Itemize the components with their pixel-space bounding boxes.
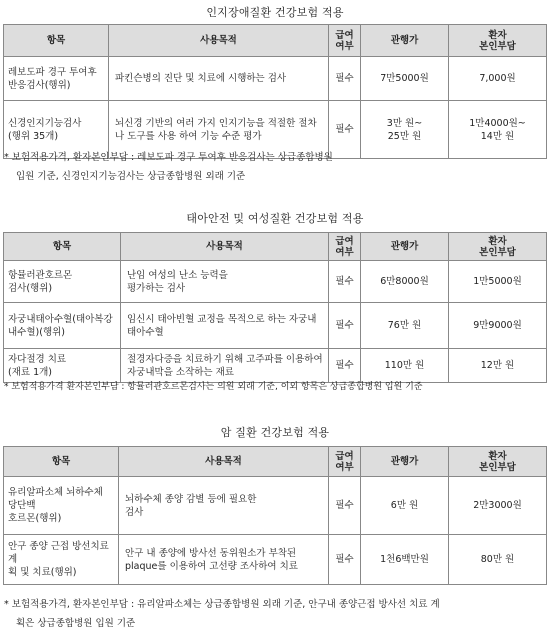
cell-price: 7만5000원 bbox=[361, 57, 449, 101]
table-cancer bbox=[3, 446, 547, 585]
cell-item: 항뮬러관호르몬 검사(행위) bbox=[4, 261, 121, 303]
table-header-row bbox=[4, 447, 547, 477]
table-row bbox=[4, 477, 547, 535]
section-title: 태아안전 및 여성질환 건강보험 적용 bbox=[186, 212, 364, 225]
header-item: 항목 bbox=[4, 25, 109, 57]
cell-price: 6만 원 bbox=[361, 477, 449, 535]
table-header-row bbox=[4, 25, 547, 57]
cell-purpose: 난임 여성의 난소 능력을 평가하는 검사 bbox=[121, 261, 329, 303]
cell-coverage: 필수 bbox=[329, 349, 361, 383]
table-header-row bbox=[4, 233, 547, 261]
note-line: * 보험적용가격, 환자본인부담 : 레보도파 경구 투여후 반응검사는 상급종합병원 bbox=[4, 152, 333, 163]
header-purpose: 사용목적 bbox=[121, 233, 329, 261]
cell-coverage: 필수 bbox=[329, 261, 361, 303]
note-line: 입원 기준, 신경인지기능검사는 상급종합병원 외래 기준 bbox=[16, 171, 246, 182]
header-coverage: 급여 여부 bbox=[329, 447, 361, 477]
header-coverage: 급여 여부 bbox=[329, 25, 361, 57]
cell-coverage: 필수 bbox=[329, 535, 361, 585]
cell-purpose: 안구 내 종양에 방사선 동위원소가 부착된 plaque를 이용하여 고선량 조사하여 치료 bbox=[119, 535, 329, 585]
header-purpose: 사용목적 bbox=[119, 447, 329, 477]
cell-copay: 1만4000원~ 14만 원 bbox=[449, 101, 547, 159]
cell-price: 1천6백만원 bbox=[361, 535, 449, 585]
note-line: * 보험적용가격 환자본인부담 : 항뮬러관호르몬검사는 의원 외래 기준, 이외 항목은 상급종합병원 입원 기준 bbox=[4, 382, 423, 392]
cell-price: 3만 원~ 25만 원 bbox=[361, 101, 449, 159]
cell-purpose: 뇌신경 기반의 여러 가지 인지기능을 적절한 절차나 도구를 사용 하여 기능 수준 평가 bbox=[109, 101, 329, 159]
cell-coverage: 필수 bbox=[329, 101, 361, 159]
header-copay: 환자 본인부담 bbox=[449, 447, 547, 477]
cell-purpose: 뇌하수체 종양 감별 등에 필요한 검사 bbox=[119, 477, 329, 535]
cell-price: 110만 원 bbox=[361, 349, 449, 383]
cell-copay: 80만 원 bbox=[449, 535, 547, 585]
cell-copay: 7,000원 bbox=[449, 57, 547, 101]
cell-purpose: 절경자다증을 치료하기 위해 고주파를 이용하여 자궁내막을 소작하는 재료 bbox=[121, 349, 329, 383]
header-price: 관행가 bbox=[361, 233, 449, 261]
cell-item: 안구 종양 근접 방선치료계 획 및 치료(행위) bbox=[4, 535, 119, 585]
header-price: 관행가 bbox=[361, 447, 449, 477]
section-note bbox=[4, 378, 423, 397]
cell-copay: 2만3000원 bbox=[449, 477, 547, 535]
table-row bbox=[4, 57, 547, 101]
cell-purpose: 파킨슨병의 진단 및 치료에 시행하는 검사 bbox=[109, 57, 329, 101]
header-copay: 환자 본인부담 bbox=[449, 25, 547, 57]
header-purpose: 사용목적 bbox=[109, 25, 329, 57]
cell-coverage: 필수 bbox=[329, 57, 361, 101]
section-title: 암 질환 건강보험 적용 bbox=[220, 426, 330, 439]
header-copay: 환자 본인부담 bbox=[449, 233, 547, 261]
section-title: 인지장애질환 건강보험 적용 bbox=[206, 6, 344, 19]
cell-item: 자궁내태아수혈(태아복강 내수혈)(행위) bbox=[4, 303, 121, 349]
table-cognitive bbox=[3, 24, 547, 159]
cell-copay: 1만5000원 bbox=[449, 261, 547, 303]
cell-item: 신경인지기능검사 (행위 35개) bbox=[4, 101, 109, 159]
note-line: * 보험적용가격, 환자본인부담 : 유리알파소체는 상급종합병원 외래 기준, 안구내 종양근접 방사선 치료 계 bbox=[4, 599, 440, 610]
table-row bbox=[4, 303, 547, 349]
cell-item: 레보도파 경구 투여후 반응검사(행위) bbox=[4, 57, 109, 101]
cell-price: 76만 원 bbox=[361, 303, 449, 349]
header-price: 관행가 bbox=[361, 25, 449, 57]
cell-price: 6만8000원 bbox=[361, 261, 449, 303]
cell-copay: 9만9000원 bbox=[449, 303, 547, 349]
cell-coverage: 필수 bbox=[329, 303, 361, 349]
cell-copay: 12만 원 bbox=[449, 349, 547, 383]
header-item: 항목 bbox=[4, 447, 119, 477]
table-row bbox=[4, 261, 547, 303]
cell-item: 유리알파소체 뇌하수체 당단백 호르몬(행위) bbox=[4, 477, 119, 535]
table-row bbox=[4, 535, 547, 585]
cell-coverage: 필수 bbox=[329, 477, 361, 535]
cell-item: 자다절경 치료 (재료 1개) bbox=[4, 349, 121, 383]
header-item: 항목 bbox=[4, 233, 121, 261]
table-women bbox=[3, 232, 547, 383]
cell-purpose: 임신시 태아빈혈 교정을 목적으로 하는 자궁내 태아수혈 bbox=[121, 303, 329, 349]
header-coverage: 급여 여부 bbox=[329, 233, 361, 261]
section-note bbox=[4, 595, 440, 633]
section-note bbox=[4, 148, 333, 186]
note-line: 획은 상급종합병원 입원 기준 bbox=[16, 618, 136, 629]
